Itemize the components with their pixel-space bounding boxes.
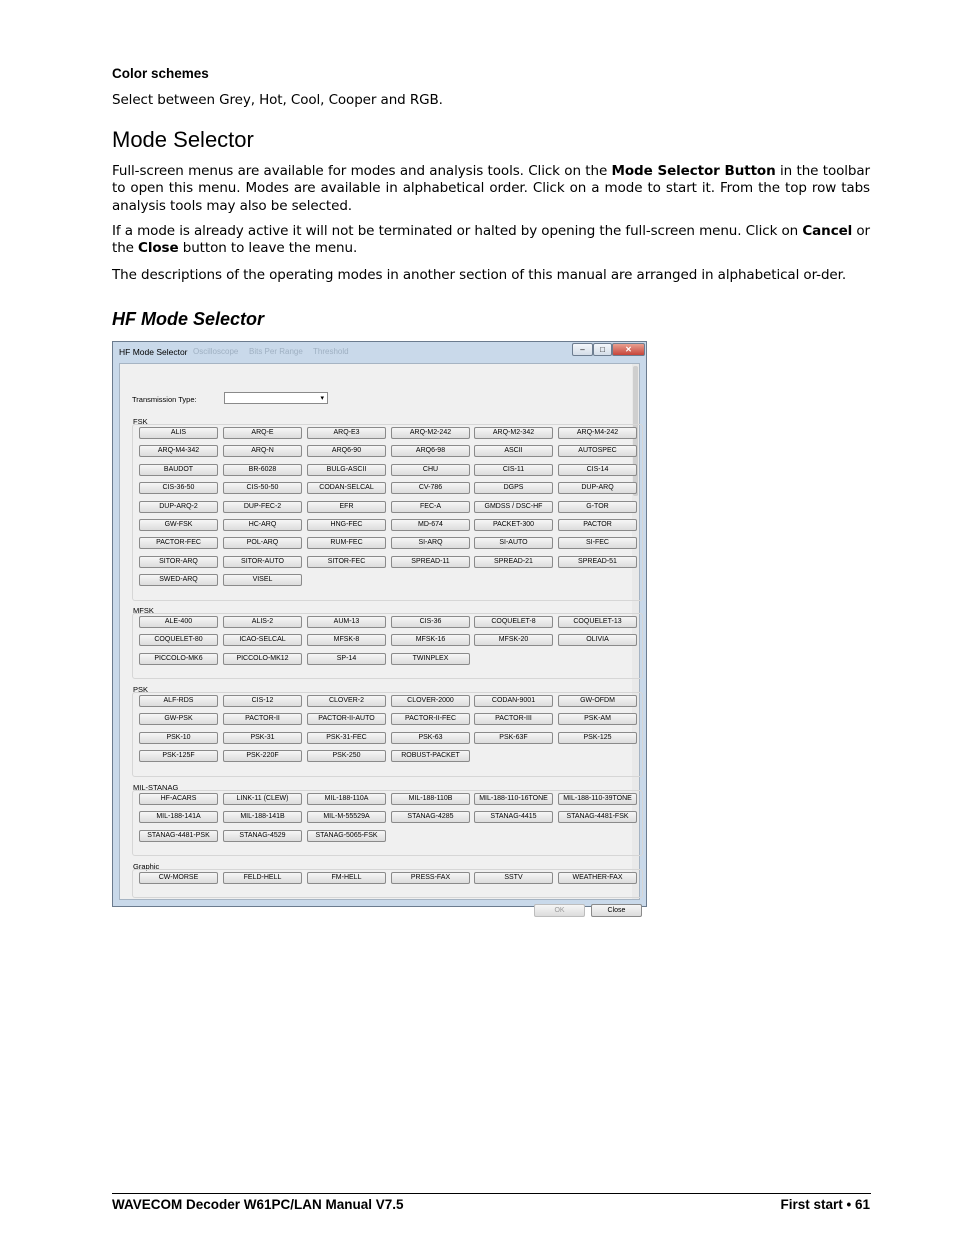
mode-button[interactable]: POL-ARQ [223, 537, 302, 549]
paragraph-1: Full-screen menus are available for modes and analysis tools. Click on the Mode Selector Button in the toolbar to open this menu. Modes are available in alphabetical order. Click on a mode to start it. From the top row tabs analysis tools may also be selected. [112, 163, 871, 214]
mode-button[interactable]: LINK-11 (CLEW) [223, 793, 302, 805]
mode-button[interactable]: SITOR-FEC [307, 556, 386, 568]
mode-button[interactable]: CIS-12 [223, 695, 302, 707]
mode-button[interactable]: CIS-14 [558, 464, 637, 476]
mode-button[interactable]: GMDSS / DSC-HF [474, 501, 553, 513]
mode-button[interactable]: SITOR-ARQ [139, 556, 218, 568]
mode-button[interactable]: PSK-31-FEC [307, 732, 386, 744]
close-button[interactable]: Close [591, 904, 642, 917]
mode-button[interactable]: ALE-400 [139, 616, 218, 628]
mode-button[interactable]: GW-OFDM [558, 695, 637, 707]
mode-button[interactable]: SPREAD-51 [558, 556, 637, 568]
mode-button[interactable]: GW-FSK [139, 519, 218, 531]
mode-button[interactable]: WEATHER-FAX [558, 872, 637, 884]
mode-button[interactable]: STANAG-4529 [223, 830, 302, 842]
footer-manual-title: WAVECOM Decoder W61PC/LAN Manual V7.5 [112, 1197, 404, 1212]
ghost-tab-2: Bits Per Range [249, 347, 303, 356]
mode-button[interactable]: ARQ-M2-242 [391, 427, 470, 439]
mode-button[interactable]: DUP-ARQ [558, 482, 637, 494]
mode-button[interactable]: CIS-50-50 [223, 482, 302, 494]
mode-button[interactable]: SI-AUTO [474, 537, 553, 549]
ghost-tab-3: Threshold [313, 347, 349, 356]
mode-button[interactable]: CLOVER-2000 [391, 695, 470, 707]
mode-button[interactable]: CHU [391, 464, 470, 476]
mode-button[interactable]: PSK-220F [223, 750, 302, 762]
mode-button[interactable]: SI-FEC [558, 537, 637, 549]
mode-button[interactable]: PSK-63 [391, 732, 470, 744]
mode-button[interactable]: ARQ-E3 [307, 427, 386, 439]
mode-button[interactable]: MIL-M-55529A [307, 811, 386, 823]
mode-button[interactable]: ICAO-SELCAL [223, 634, 302, 646]
mode-button[interactable]: EFR [307, 501, 386, 513]
ghost-tab-1: Oscilloscope [193, 347, 239, 356]
mode-button[interactable]: ARQ-M4-242 [558, 427, 637, 439]
mode-button[interactable]: ARQ6-90 [307, 445, 386, 457]
mode-button[interactable]: PICCOLO-MK12 [223, 653, 302, 665]
mode-button[interactable]: SI-ARQ [391, 537, 470, 549]
mode-button[interactable]: ARQ-E [223, 427, 302, 439]
mode-button[interactable]: STANAG-4285 [391, 811, 470, 823]
mode-button[interactable]: ALF-RDS [139, 695, 218, 707]
mode-button[interactable]: PSK-31 [223, 732, 302, 744]
mode-button[interactable]: AUTOSPEC [558, 445, 637, 457]
mode-button[interactable]: PSK-250 [307, 750, 386, 762]
mode-button[interactable]: PACTOR-II-AUTO [307, 713, 386, 725]
mode-button[interactable]: PACTOR-III [474, 713, 553, 725]
mode-button[interactable]: MIL-188-141B [223, 811, 302, 823]
mode-button[interactable]: STANAG-5065-FSK [307, 830, 386, 842]
window-client-area [119, 363, 640, 914]
mode-button[interactable]: DGPS [474, 482, 553, 494]
mode-button[interactable]: HF-ACARS [139, 793, 218, 805]
maximize-button[interactable]: □ [593, 343, 612, 356]
mode-button[interactable]: G-TOR [558, 501, 637, 513]
mode-button[interactable]: PSK-63F [474, 732, 553, 744]
mode-button[interactable]: CW-MORSE [139, 872, 218, 884]
group-label-psk: PSK [133, 685, 149, 694]
mode-button[interactable]: PSK-125F [139, 750, 218, 762]
mode-button[interactable]: FELD-HELL [223, 872, 302, 884]
mode-button[interactable]: CIS-36-50 [139, 482, 218, 494]
mode-button[interactable]: PACTOR [558, 519, 637, 531]
window-title: HF Mode Selector [119, 347, 188, 357]
mode-button[interactable]: PSK-AM [558, 713, 637, 725]
mode-button[interactable]: MIL-188-110-39TONE [558, 793, 637, 805]
mode-button[interactable]: AUM-13 [307, 616, 386, 628]
mode-button[interactable]: CLOVER-2 [307, 695, 386, 707]
close-window-button[interactable]: ✕ [612, 343, 645, 356]
mode-button[interactable]: CODAN-SELCAL [307, 482, 386, 494]
mode-button[interactable]: MIL-188-110A [307, 793, 386, 805]
mode-button[interactable]: PACTOR-FEC [139, 537, 218, 549]
mode-button[interactable]: ARQ-M4-342 [139, 445, 218, 457]
mode-button[interactable]: ROBUST-PACKET [391, 750, 470, 762]
mode-button[interactable]: SITOR-AUTO [223, 556, 302, 568]
group-label-fsk: FSK [133, 417, 148, 426]
mode-button[interactable]: PSK-125 [558, 732, 637, 744]
title-bar[interactable] [113, 342, 646, 362]
transmission-type-label: Transmission Type: [132, 395, 197, 404]
mode-button[interactable]: VISEL [223, 574, 302, 586]
mode-button[interactable]: STANAG-4415 [474, 811, 553, 823]
mode-button[interactable]: MIL-188-141A [139, 811, 218, 823]
mode-button[interactable]: STANAG-4481-FSK [558, 811, 637, 823]
mode-button[interactable]: MIL-188-110-16TONE [474, 793, 553, 805]
mode-button[interactable]: MIL-188-110B [391, 793, 470, 805]
chevron-down-icon: ▾ [320, 395, 324, 402]
mode-button[interactable]: MD-674 [391, 519, 470, 531]
mode-button[interactable]: BAUDOT [139, 464, 218, 476]
ok-button[interactable]: OK [534, 904, 585, 917]
mode-button[interactable]: CODAN-9001 [474, 695, 553, 707]
group-label-mfsk: MFSK [133, 606, 154, 615]
mode-button[interactable]: CIS-36 [391, 616, 470, 628]
mode-button[interactable]: FEC-A [391, 501, 470, 513]
mode-button[interactable]: MFSK-16 [391, 634, 470, 646]
mode-button[interactable]: DUP-FEC-2 [223, 501, 302, 513]
mode-button[interactable]: COQUELET-8 [474, 616, 553, 628]
mode-button[interactable]: PRESS-FAX [391, 872, 470, 884]
mode-button[interactable]: COQUELET-13 [558, 616, 637, 628]
mode-button[interactable]: PACTOR-II [223, 713, 302, 725]
mode-button[interactable]: CIS-11 [474, 464, 553, 476]
mode-button[interactable]: SPREAD-21 [474, 556, 553, 568]
mode-button[interactable]: ASCII [474, 445, 553, 457]
mode-button[interactable]: FM-HELL [307, 872, 386, 884]
mode-selector-heading: Mode Selector [112, 127, 254, 152]
mode-button[interactable]: PSK-10 [139, 732, 218, 744]
mode-button[interactable]: OLIVIA [558, 634, 637, 646]
mode-button[interactable]: CV-786 [391, 482, 470, 494]
group-label-mil-stanag: MIL-STANAG [133, 783, 179, 792]
mode-button[interactable]: ALIS-2 [223, 616, 302, 628]
mode-button[interactable]: TWINPLEX [391, 653, 470, 665]
mode-button[interactable]: HC-ARQ [223, 519, 302, 531]
mode-button[interactable]: ALIS [139, 427, 218, 439]
hf-mode-selector-window [112, 341, 647, 914]
mode-button[interactable]: ARQ6-98 [391, 445, 470, 457]
mode-button[interactable]: ARQ-N [223, 445, 302, 457]
mode-button[interactable]: DUP-ARQ-2 [139, 501, 218, 513]
paragraph-2: If a mode is already active it will not be terminated or halted by opening the full-screen menu. Click on Cancel or the Close button to leave the menu. [112, 223, 870, 257]
mode-button[interactable]: PACKET-300 [474, 519, 553, 531]
mode-button[interactable]: BR-6028 [223, 464, 302, 476]
mode-button[interactable]: MFSK-20 [474, 634, 553, 646]
mode-button[interactable]: SSTV [474, 872, 553, 884]
transmission-type-select[interactable] [224, 392, 328, 404]
mode-button[interactable]: PICCOLO-MK6 [139, 653, 218, 665]
hf-mode-selector-heading: HF Mode Selector [112, 309, 265, 329]
mode-button[interactable]: SPREAD-11 [391, 556, 470, 568]
minimize-button[interactable]: – [572, 343, 593, 356]
mode-button[interactable]: RUM-FEC [307, 537, 386, 549]
color-schemes-heading: Color schemes [112, 66, 209, 81]
mode-button[interactable]: SWED-ARQ [139, 574, 218, 586]
paragraph-3: The descriptions of the operating modes in another section of this manual are arranged in alphabetical or-der. [112, 267, 847, 283]
mode-button[interactable]: GW-PSK [139, 713, 218, 725]
group-label-graphic: Graphic [133, 862, 160, 871]
mode-button[interactable]: MFSK-8 [307, 634, 386, 646]
mode-button[interactable]: SP-14 [307, 653, 386, 665]
mode-button[interactable]: STANAG-4481-PSK [139, 830, 218, 842]
mode-button[interactable]: ARQ-M2-342 [474, 427, 553, 439]
color-schemes-text: Select between Grey, Hot, Cool, Cooper and RGB. [112, 92, 443, 108]
mode-button[interactable]: PACTOR-II-FEC [391, 713, 470, 725]
footer-divider [112, 1193, 871, 1194]
mode-button[interactable]: COQUELET-80 [139, 634, 218, 646]
footer-page-info: First start • 61 [780, 1197, 870, 1212]
mode-button[interactable]: BULG-ASCII [307, 464, 386, 476]
mode-button[interactable]: HNG-FEC [307, 519, 386, 531]
